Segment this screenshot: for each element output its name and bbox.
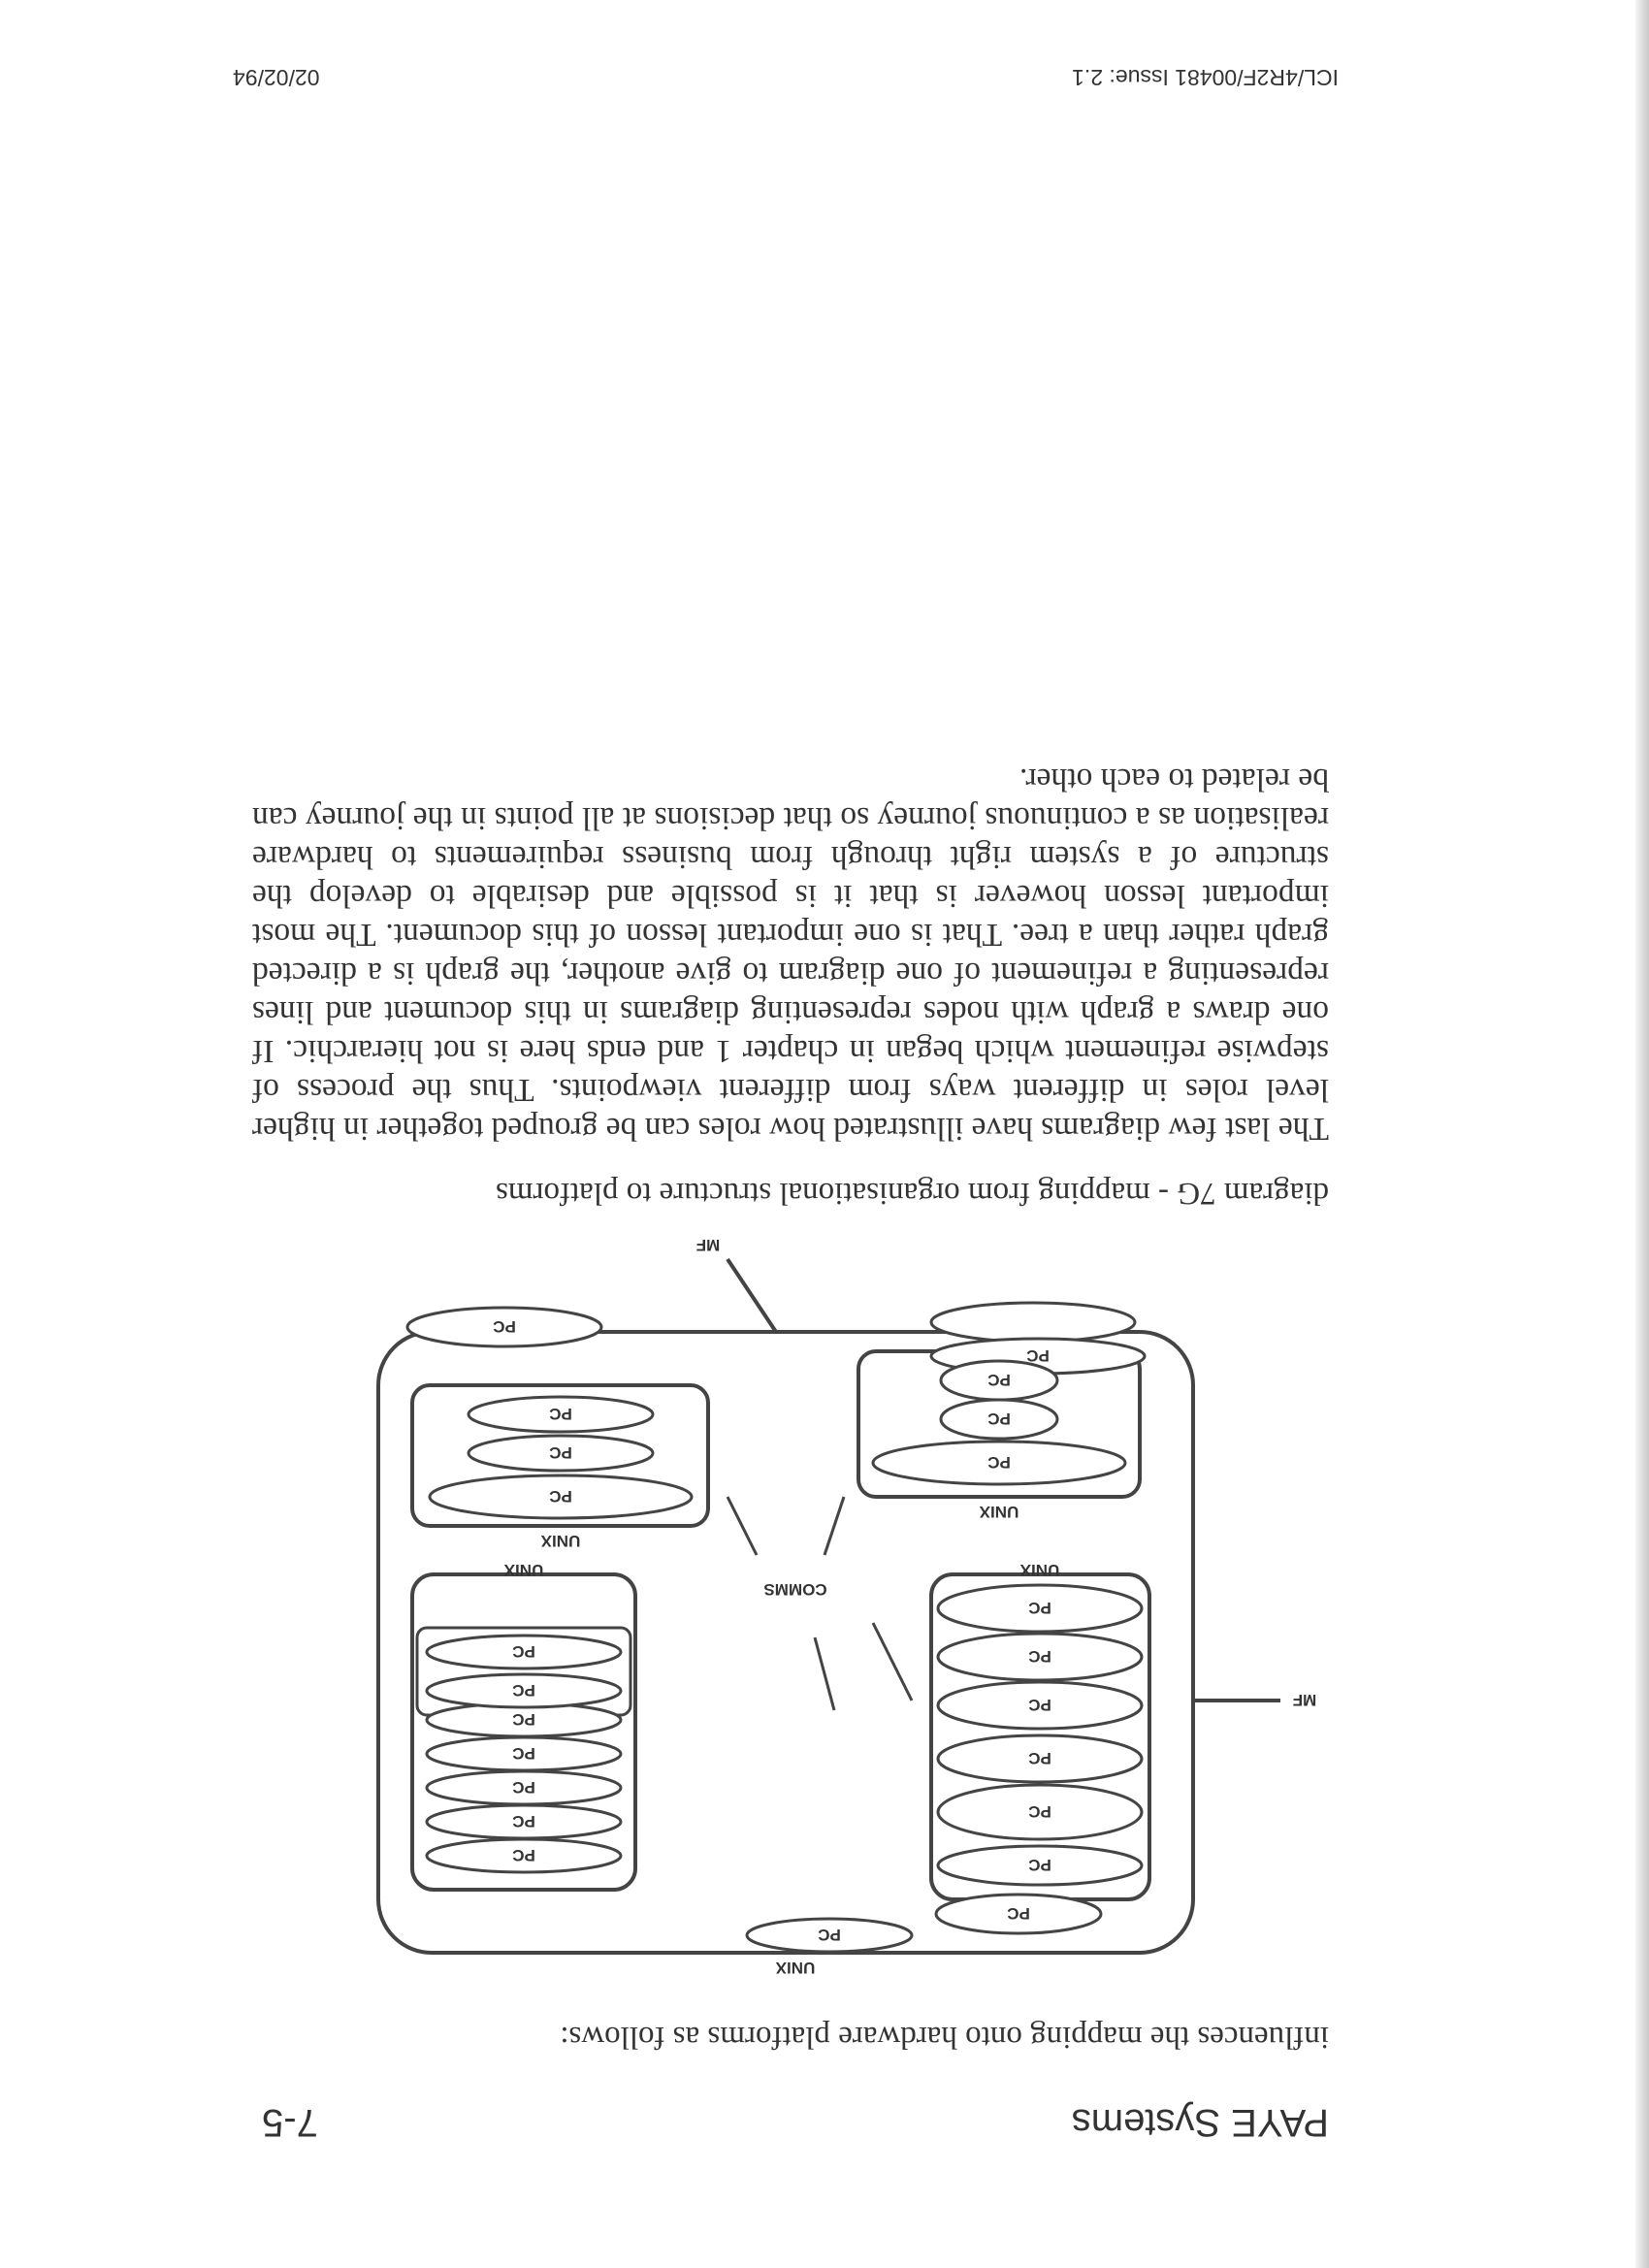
pc-label: PC: [1028, 1856, 1051, 1874]
scan-edge: [1635, 0, 1649, 2268]
arrow-2: [815, 1637, 834, 1710]
pc-label: PC: [987, 1371, 1011, 1389]
pc-label: PC: [549, 1405, 572, 1423]
unix-label-tl: UNIX: [1019, 1561, 1060, 1579]
mf-label-left: MF: [1292, 1691, 1317, 1709]
comms-label: COMMS: [763, 1580, 827, 1599]
unix-label-br: UNIX: [540, 1532, 581, 1550]
page-number: 7-5: [262, 2101, 318, 2144]
pc-label: PC: [549, 1487, 572, 1506]
outer-unix-label: UNIX: [775, 1959, 816, 1977]
pc-label: PC: [1028, 1647, 1051, 1666]
pc-label: PC: [512, 1744, 535, 1763]
document-title: PAYE Systems: [1071, 2101, 1329, 2144]
pc-label: PC: [549, 1443, 572, 1462]
pc-label: PC: [512, 1778, 535, 1797]
pc-outer-3: [931, 1303, 1135, 1342]
arrow-4: [728, 1497, 757, 1555]
diagram-caption: diagram 7G - mapping from organisational structure to platforms: [495, 1176, 1329, 1211]
arrow-3: [824, 1497, 844, 1555]
pc-label: PC: [512, 1681, 535, 1700]
pc-label: PC: [987, 1453, 1011, 1472]
document-date: 02/02/94: [233, 65, 320, 90]
intro-text: influences the mapping onto hardware platforms as follows:: [560, 2020, 1329, 2055]
pc-label: PC: [1028, 1599, 1051, 1617]
pc-label: PC: [1028, 1696, 1051, 1714]
body-paragraph: The last few diagrams have illustrated how roles can be grouped together in higher level roles in different ways from different viewpoints. Thus the process of stepwise refinement which began in chapter 1 and ends here is not hierarchic. If one draws a graph with nodes representing diagrams in this document and lines representing a refinement of one diagram to give another, the graph is a directed graph rather than a tree. That is one important lesson of this document. The most important lesson however is that it is possible and desirable to develop the structure of a system right through from business requirements to hardware realisation as a continuous journey so that decisions at all points in the journey can be related to each other.: [252, 761, 1329, 1147]
pc-label: PC: [1007, 1904, 1030, 1923]
mf-label-bottom: MF: [695, 1236, 721, 1254]
pc-label: PC: [818, 1926, 841, 1944]
pc-label: PC: [512, 1710, 535, 1729]
pc-label: PC: [987, 1409, 1011, 1428]
document-reference: ICL/4R2F/00481 Issue: 2.1: [1072, 65, 1339, 90]
pc-label: PC: [1026, 1346, 1050, 1365]
platform-diagram: [359, 1236, 1317, 1992]
pc-label: PC: [1028, 1802, 1051, 1821]
unix-label-bl: UNIX: [979, 1503, 1019, 1521]
pc-label: PC: [493, 1317, 516, 1336]
page-footer: [233, 61, 1339, 90]
pc-label: PC: [1028, 1749, 1051, 1767]
arrow-1: [873, 1623, 912, 1701]
pc-label: PC: [512, 1642, 535, 1661]
pc-label: PC: [512, 1846, 535, 1864]
unix-label-tr: UNIX: [503, 1561, 544, 1579]
mf-line-bottom: [728, 1259, 776, 1332]
page-header: [262, 2095, 1329, 2144]
pc-label: PC: [512, 1812, 535, 1831]
